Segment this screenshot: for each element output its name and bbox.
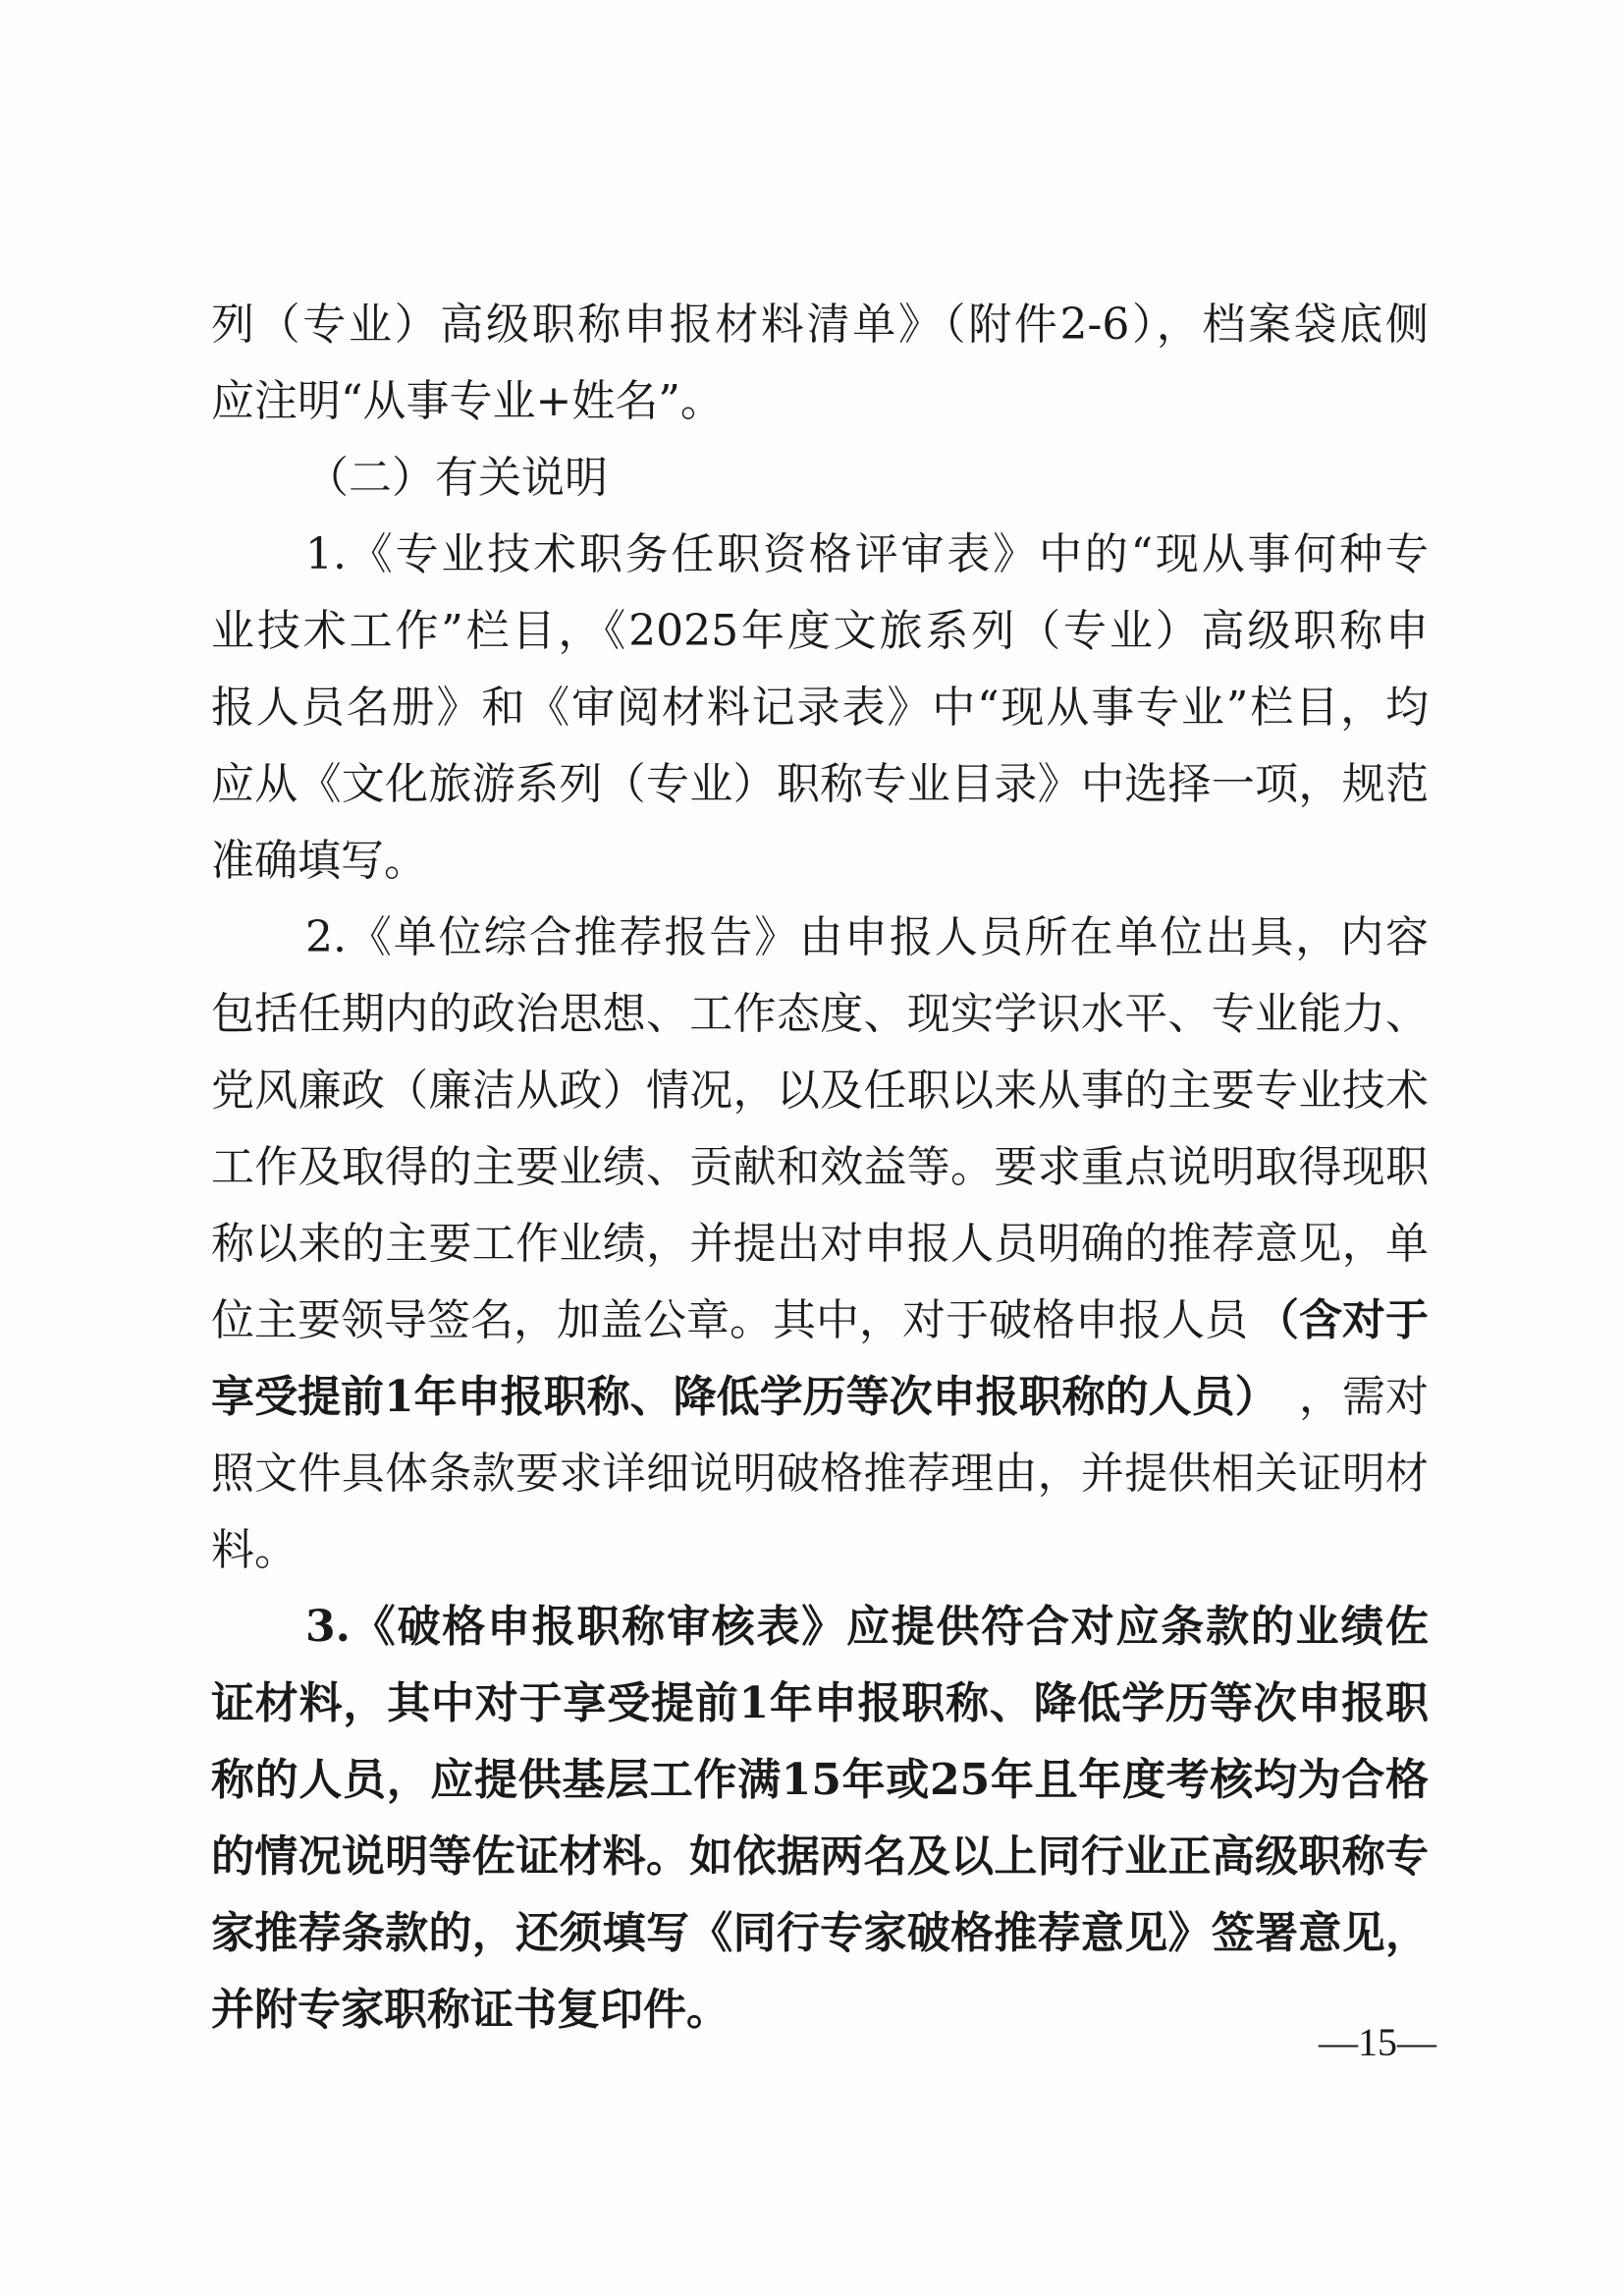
text-line: 包括任期内的政治思想、工作态度、现实学识水平、专业能力、 bbox=[211, 989, 1429, 1039]
bold-text-line: 的情况说明等佐证材料。如依据两名及以上同行业正高级职称专 bbox=[211, 1831, 1429, 1882]
text-line: 准确填写。 bbox=[211, 836, 427, 886]
bold-text-line: 证材料，其中对于享受提前1年申报职称、降低学历等次申报职 bbox=[211, 1678, 1429, 1728]
page-number: —15— bbox=[1319, 2020, 1436, 2064]
text-line: 报人员名册》和《审阅材料记录表》中“现从事专业”栏目，均 bbox=[211, 683, 1429, 733]
text-line: 应注明“从事专业+姓名”。 bbox=[211, 376, 724, 426]
bold-text-segment: 享受提前1年申报职称、降低学历等次申报职称的人员） bbox=[211, 1372, 1278, 1422]
bold-text-line: 3.《破格申报职称审核表》应提供符合对应条款的业绩佐 bbox=[305, 1602, 1429, 1652]
text-line: 称以来的主要工作业绩，并提出对申报人员明确的推荐意见，单 bbox=[211, 1219, 1429, 1269]
text-line: 工作及取得的主要业绩、贡献和效益等。要求重点说明取得现职 bbox=[211, 1142, 1429, 1192]
text-line: 料。 bbox=[211, 1525, 298, 1575]
section-heading: （二）有关说明 bbox=[305, 453, 608, 503]
bold-text-line: 称的人员，应提供基层工作满15年或25年且年度考核均为合格 bbox=[211, 1755, 1429, 1805]
text-line: 应从《文化旅游系列（专业）职称专业目录》中选择一项，规范 bbox=[211, 759, 1429, 809]
bold-text-line: 并附专家职称证书复印件。 bbox=[211, 1985, 730, 2035]
text-line: 党风廉政（廉洁从政）情况，以及任职以来从事的主要专业技术 bbox=[211, 1066, 1429, 1116]
text-segment: ，需对 bbox=[1299, 1372, 1429, 1422]
bold-text-segment: （含对于 bbox=[1256, 1295, 1429, 1345]
text-line: 列（专业）高级职称申报材料清单》（附件2-6），档案袋底侧 bbox=[211, 300, 1429, 350]
text-line: 2.《单位综合推荐报告》由申报人员所在单位出具，内容 bbox=[305, 912, 1429, 962]
bold-text-line: 家推荐条款的，还须填写《同行专家破格推荐意见》签署意见， bbox=[211, 1908, 1429, 1958]
document-body bbox=[211, 287, 1429, 2049]
text-line: 照文件具体条款要求详细说明破格推荐理由，并提供相关证明材 bbox=[211, 1449, 1429, 1499]
text-line bbox=[211, 1359, 1429, 1436]
text-line bbox=[211, 1283, 1429, 1359]
text-line: 业技术工作”栏目，《2025年度文旅系列（专业）高级职称申 bbox=[211, 606, 1429, 656]
text-segment: 位主要领导签名，加盖公章。其中，对于破格申报人员 bbox=[211, 1295, 1248, 1345]
text-line: 1.《专业技术职务任职资格评审表》中的“现从事何种专 bbox=[305, 529, 1429, 579]
